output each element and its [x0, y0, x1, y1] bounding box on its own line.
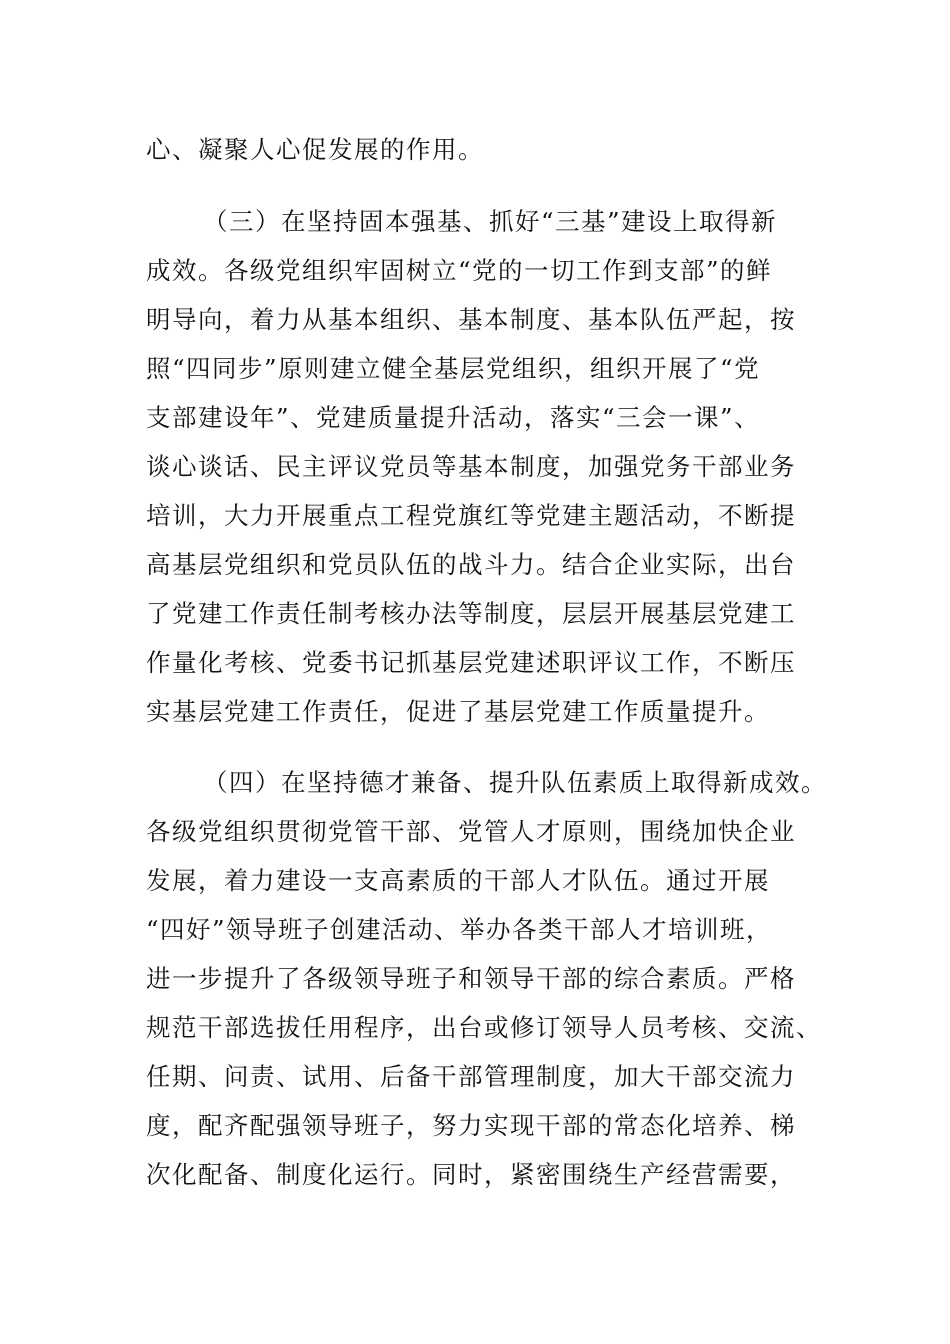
- text-line: “四好”领导班子创建活动、举办各类干部人才培训班，: [146, 915, 773, 944]
- text-line: 明导向，着力从基本组织、基本制度、基本队伍严起，按: [146, 305, 796, 334]
- text-line: 培训，大力开展重点工程党旗红等党建主题活动，不断提: [146, 501, 796, 530]
- text-line: 照“四同步”原则建立健全基层党组织，组织开展了“党: [146, 354, 761, 383]
- text-line: 次化配备、制度化运行。同时，紧密围绕生产经营需要，: [146, 1160, 796, 1189]
- text-line: 进一步提升了各级领导班子和领导干部的综合素质。严格: [146, 964, 796, 993]
- text-line: 规范干部选拔任用程序，出台或修订领导人员考核、交流、: [146, 1013, 822, 1042]
- text-line: 高基层党组织和党员队伍的战斗力。结合企业实际，出台: [146, 550, 796, 579]
- text-line: 成效。各级党组织牢固树立“党的一切工作到支部”的鲜: [146, 256, 773, 285]
- text-line: 支部建设年”、党建质量提升活动，落实“三会一课”、: [146, 403, 761, 432]
- text-line: 任期、问责、试用、后备干部管理制度，加大干部交流力: [146, 1062, 796, 1091]
- text-line: 发展，着力建设一支高素质的干部人才队伍。通过开展: [146, 866, 770, 895]
- text-line: 各级党组织贯彻党管干部、党管人才原则，围绕加快企业: [146, 817, 796, 846]
- text-line: 谈心谈话、民主评议党员等基本制度，加强党务干部业务: [146, 452, 796, 481]
- text-line: 实基层党建工作责任，促进了基层党建工作质量提升。: [146, 697, 770, 726]
- text-line: 心、凝聚人心促发展的作用。: [146, 135, 484, 164]
- text-line: 了党建工作责任制考核办法等制度，层层开展基层党建工: [146, 599, 796, 628]
- paragraph-heading-4: （四）在坚持德才兼备、提升队伍素质上取得新成效。: [203, 768, 827, 797]
- paragraph-heading-3: （三）在坚持固本强基、抓好“三基”建设上取得新: [203, 207, 778, 236]
- text-line: 度，配齐配强领导班子，努力实现干部的常态化培养、梯: [146, 1111, 796, 1140]
- text-line: 作量化考核、党委书记抓基层党建述职评议工作，不断压: [146, 648, 796, 677]
